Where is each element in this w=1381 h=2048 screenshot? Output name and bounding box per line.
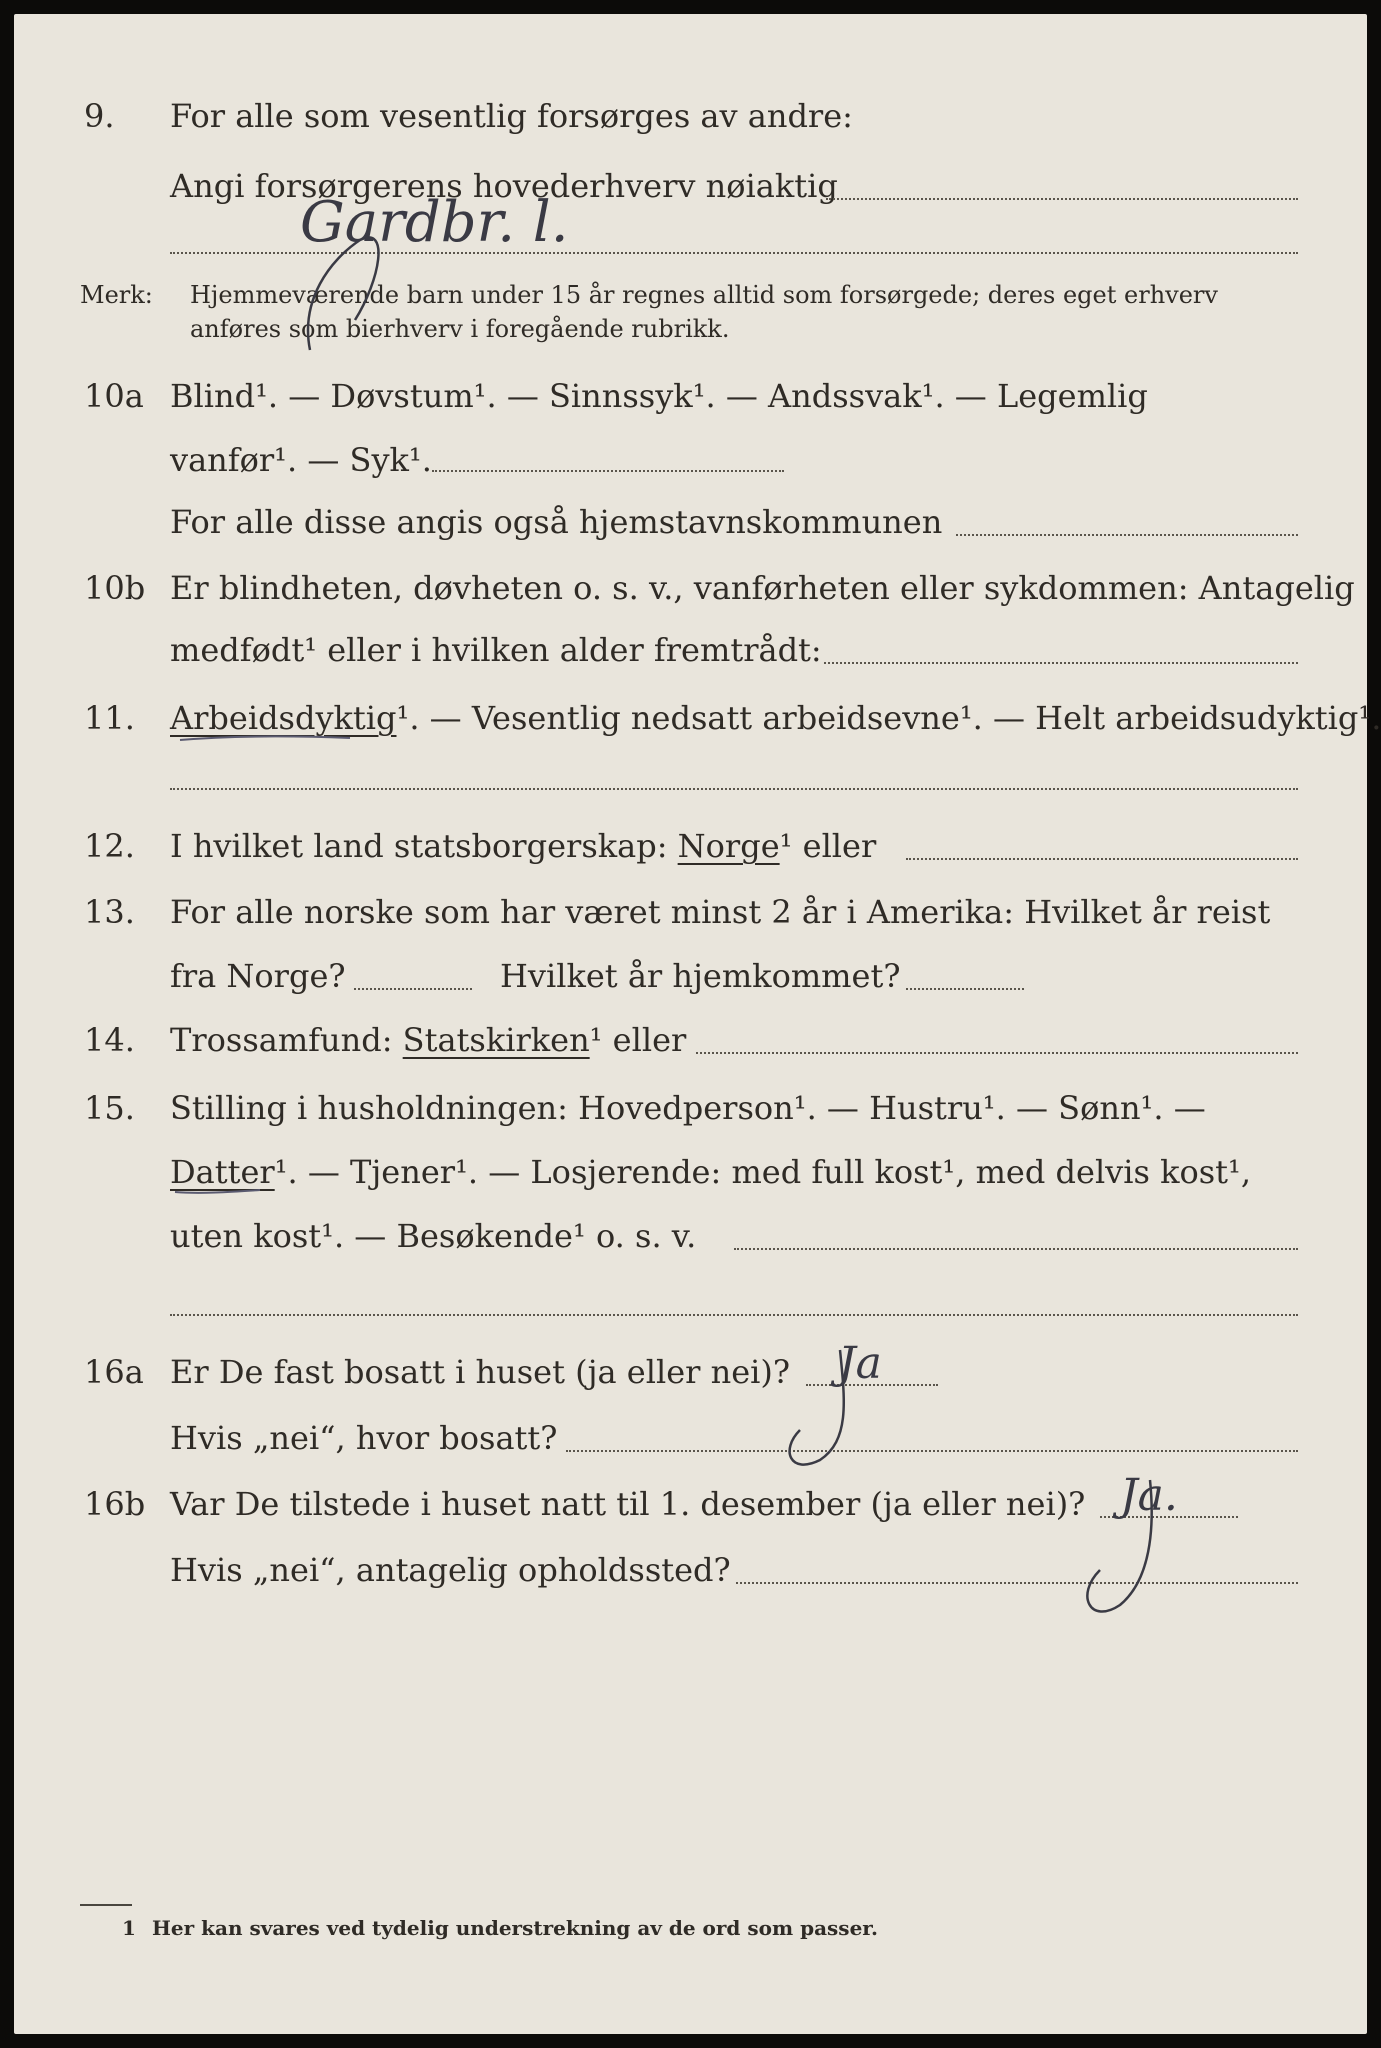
footnote-text: Her kan svares ved tydelig understrekning av de ord som passer. bbox=[152, 1916, 878, 1940]
q10b-line1: Er blindheten, døvheten o. s. v., vanførheten eller sykdommen: Antagelig bbox=[170, 569, 1355, 607]
q16a-handwritten-answer: Ja bbox=[838, 1338, 882, 1389]
q9-handwritten-answer: Gardbr. l. bbox=[300, 190, 569, 255]
q10a-number: 10a bbox=[84, 377, 144, 415]
q16b-number: 16b bbox=[84, 1485, 146, 1523]
merk-label: Merk: bbox=[80, 281, 153, 309]
q15-line2-rest: ¹. — Tjener¹. — Losjerende: med full kost¹, med delvis kost¹, bbox=[274, 1153, 1252, 1191]
q15-option-datter[interactable]: Datter bbox=[170, 1153, 275, 1191]
q15-line3: uten kost¹. — Besøkende¹ o. s. v. bbox=[170, 1217, 697, 1255]
q15-line1: Stilling i husholdningen: Hovedperson¹. — Hustru¹. — Sønn¹. — bbox=[170, 1089, 1206, 1127]
q13-number: 13. bbox=[84, 893, 135, 931]
q16b-line1: Var De tilstede i huset natt til 1. desember (ja eller nei)? bbox=[170, 1485, 1086, 1523]
q16b-handwritten-answer: Ja. bbox=[1120, 1470, 1178, 1521]
q12-option-norge[interactable]: Norge bbox=[677, 827, 780, 865]
q11-number: 11. bbox=[84, 699, 135, 737]
q10b-number: 10b bbox=[84, 569, 146, 607]
q14-number: 14. bbox=[84, 1021, 135, 1059]
q10b-line2: medfødt¹ eller i hvilken alder fremtrådt: bbox=[170, 631, 822, 669]
q10a-line3: For alle disse angis også hjemstavnskommunen bbox=[170, 503, 943, 541]
footnote-mark: 1 bbox=[122, 1916, 136, 1940]
q12-post: ¹ eller bbox=[779, 827, 877, 865]
q11-option-arbeidsdyktig[interactable]: Arbeidsdyktig bbox=[170, 699, 397, 737]
q14-option-statskirken[interactable]: Statskirken bbox=[402, 1021, 590, 1059]
q13-line2b: Hvilket år hjemkommet? bbox=[500, 957, 901, 995]
q16a-line2: Hvis „nei“, hvor bosatt? bbox=[170, 1419, 558, 1457]
q9-number: 9. bbox=[84, 97, 115, 135]
q9-line2: Angi forsørgerens hovederhverv nøiaktig bbox=[170, 167, 838, 205]
q13-line1: For alle norske som har været minst 2 år i Amerika: Hvilket år reist bbox=[170, 893, 1271, 931]
q16b-line2: Hvis „nei“, antagelig opholdssted? bbox=[170, 1551, 731, 1589]
q13-line2a: fra Norge? bbox=[170, 957, 346, 995]
footnote-rule bbox=[80, 1904, 132, 1906]
q16a-line1: Er De fast bosatt i huset (ja eller nei)? bbox=[170, 1353, 791, 1391]
q10a-line2: vanfør¹. — Syk¹. bbox=[170, 441, 432, 479]
merk-line2: anføres som bierhverv i foregående rubrikk. bbox=[190, 315, 730, 343]
q9-line1: For alle som vesentlig forsørges av andre: bbox=[170, 97, 853, 135]
q10a-line1: Blind¹. — Døvstum¹. — Sinnssyk¹. — Andssvak¹. — Legemlig bbox=[170, 377, 1148, 415]
q14-pre: Trossamfund: bbox=[170, 1021, 393, 1059]
q15-number: 15. bbox=[84, 1089, 135, 1127]
q12-pre: I hvilket land statsborgerskap: bbox=[170, 827, 668, 865]
q12-number: 12. bbox=[84, 827, 135, 865]
q11-rest: ¹. — Vesentlig nedsatt arbeidsevne¹. — Helt arbeidsudyktig¹. bbox=[396, 699, 1381, 737]
q14-post: ¹ eller bbox=[589, 1021, 687, 1059]
q16a-number: 16a bbox=[84, 1353, 144, 1391]
merk-line1: Hjemmeværende barn under 15 år regnes alltid som forsørgede; deres eget erhverv bbox=[190, 281, 1218, 309]
